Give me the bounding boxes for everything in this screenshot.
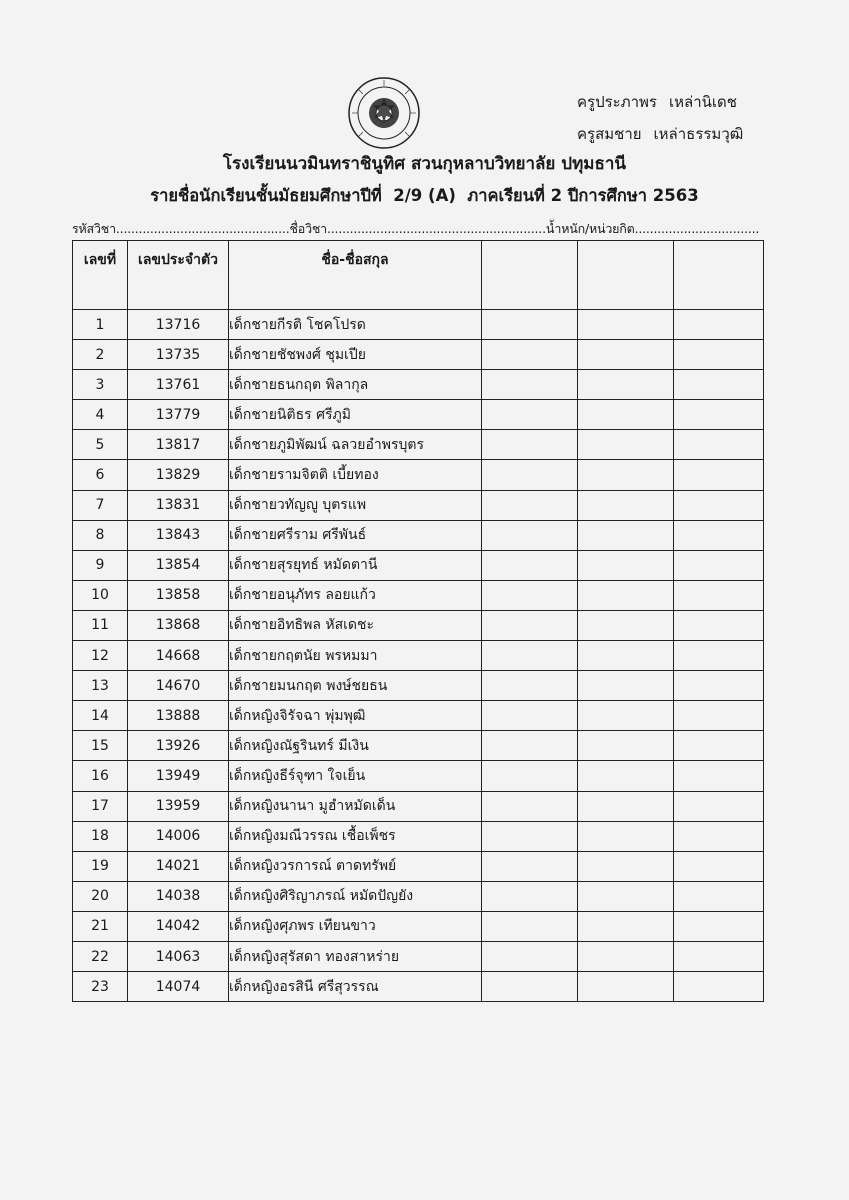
row-number-cell: 2 [73,340,128,370]
blank-score-cell-3 [674,821,764,851]
table-row [73,460,764,490]
blank-score-cell-1 [482,310,578,340]
blank-score-cell-3 [674,400,764,430]
row-number-cell: 6 [73,460,128,490]
table-row [73,731,764,761]
blank-score-cell-3 [674,430,764,460]
blank-score-cell-1 [482,731,578,761]
blank-score-cell-3 [674,460,764,490]
table-row [73,430,764,460]
student-name-cell: เด็กหญิงนานา มูฮำหมัดเด็น [229,791,482,821]
blank-score-cell-2 [578,791,674,821]
row-number-cell: 23 [73,972,128,1002]
blank-score-cell-1 [482,701,578,731]
row-number-cell: 21 [73,911,128,941]
blank-score-cell-3 [674,791,764,821]
blank-score-cell-1 [482,490,578,520]
student-name-cell: เด็กชายอิทธิพล หัสเดชะ [229,610,482,640]
blank-score-cell-3 [674,701,764,731]
table-row [73,911,764,941]
table-row [73,490,764,520]
student-name-cell: เด็กหญิงจิรัจฉา พุ่มพุฒิ [229,701,482,731]
table-row [73,580,764,610]
blank-score-cell-1 [482,671,578,701]
blank-score-cell-1 [482,550,578,580]
table-row [73,641,764,671]
student-id-cell: 13779 [128,400,229,430]
student-id-cell: 13761 [128,370,229,400]
blank-score-cell-3 [674,340,764,370]
student-id-cell: 14038 [128,881,229,911]
blank-score-cell-1 [482,972,578,1002]
student-id-cell: 13949 [128,761,229,791]
student-name-cell: เด็กหญิงศุภพร เทียนขาว [229,911,482,941]
student-name-cell: เด็กชายสุรยุทธ์ หมัดตานี [229,550,482,580]
student-id-cell: 13926 [128,731,229,761]
table-row [73,791,764,821]
blank-score-cell-1 [482,370,578,400]
table-row [73,310,764,340]
blank-score-cell-2 [578,400,674,430]
row-number-cell: 19 [73,851,128,881]
blank-score-cell-2 [578,972,674,1002]
student-name-cell: เด็กชายชัชพงศ์ ชุมเปีย [229,340,482,370]
blank-score-cell-1 [482,851,578,881]
student-id-cell: 14006 [128,821,229,851]
student-id-cell: 13959 [128,791,229,821]
teacher-list [577,86,743,150]
row-number-cell: 17 [73,791,128,821]
blank-score-cell-2 [578,851,674,881]
blank-score-cell-2 [578,761,674,791]
table-row [73,941,764,971]
student-id-cell: 14021 [128,851,229,881]
blank-score-cell-1 [482,821,578,851]
blank-score-cell-2 [578,941,674,971]
blank-score-cell-2 [578,490,674,520]
blank-score-cell-2 [578,911,674,941]
student-id-cell: 13829 [128,460,229,490]
blank-score-cell-3 [674,941,764,971]
header-num: เลขที่ [73,241,128,310]
student-id-cell: 14063 [128,941,229,971]
blank-score-cell-1 [482,911,578,941]
school-title: โรงเรียนนวมินทราชินูทิศ สวนกุหลาบวิทยาลัย ปทุมธานี [222,154,627,174]
row-number-cell: 13 [73,671,128,701]
blank-score-cell-1 [482,791,578,821]
blank-score-cell-3 [674,370,764,400]
blank-score-cell-1 [482,400,578,430]
row-number-cell: 16 [73,761,128,791]
table-row [73,821,764,851]
blank-score-cell-2 [578,370,674,400]
row-number-cell: 11 [73,610,128,640]
student-name-cell: เด็กหญิงวรการณ์ ตาดทรัพย์ [229,851,482,881]
blank-score-cell-1 [482,340,578,370]
row-number-cell: 20 [73,881,128,911]
student-id-cell: 13868 [128,610,229,640]
student-name-cell: เด็กชายวทัญญู บุตรแพ [229,490,482,520]
table-row [73,701,764,731]
blank-score-cell-3 [674,310,764,340]
blank-score-cell-1 [482,520,578,550]
table-row [73,761,764,791]
blank-score-cell-2 [578,430,674,460]
blank-score-cell-2 [578,671,674,701]
student-name-cell: เด็กหญิงสุรัสดา ทองสาหร่าย [229,941,482,971]
row-number-cell: 5 [73,430,128,460]
blank-score-cell-2 [578,310,674,340]
table-row [73,972,764,1002]
blank-score-cell-1 [482,761,578,791]
table-row [73,370,764,400]
blank-score-cell-1 [482,430,578,460]
header-blank-2 [578,241,674,310]
student-name-cell: เด็กชายอนุภัทร ลอยแก้ว [229,580,482,610]
school-emblem-icon [347,76,421,150]
row-number-cell: 10 [73,580,128,610]
row-number-cell: 9 [73,550,128,580]
student-id-cell: 13716 [128,310,229,340]
blank-score-cell-3 [674,580,764,610]
table-row [73,340,764,370]
table-row [73,671,764,701]
blank-score-cell-3 [674,671,764,701]
teacher-1-last: เหล่านิเดช [668,93,737,111]
student-name-cell: เด็กหญิงมณีวรรณ เชื้อเพ็ชร [229,821,482,851]
header-name: ชื่อ-ชื่อสกุล [229,241,482,310]
student-roster-table [72,240,764,1002]
blank-score-cell-1 [482,941,578,971]
teacher-1-first: ครูประภาพร [577,93,657,111]
blank-score-cell-1 [482,610,578,640]
student-id-cell: 13735 [128,340,229,370]
student-name-cell: เด็กชายภูมิพัฒน์ ฉลวยอำพรบุตร [229,430,482,460]
student-name-cell: เด็กชายกฤตนัย พรหมมา [229,641,482,671]
blank-score-cell-2 [578,340,674,370]
table-row [73,610,764,640]
table-row [73,851,764,881]
student-name-cell: เด็กชายธนกฤต พิลากุล [229,370,482,400]
blank-score-cell-3 [674,520,764,550]
blank-score-cell-1 [482,580,578,610]
student-id-cell: 13843 [128,520,229,550]
table-row [73,550,764,580]
blank-score-cell-3 [674,761,764,791]
blank-score-cell-3 [674,851,764,881]
student-name-cell: เด็กหญิงณัฐรินทร์ มีเงิน [229,731,482,761]
teacher-2-last: เหล่าธรรมวุฒิ [653,125,744,143]
blank-score-cell-3 [674,550,764,580]
blank-score-cell-2 [578,731,674,761]
blank-score-cell-2 [578,881,674,911]
student-name-cell: เด็กชายรามจิตติ เบี้ยทอง [229,460,482,490]
row-number-cell: 22 [73,941,128,971]
table-header-row [73,241,764,310]
blank-score-cell-3 [674,490,764,520]
teacher-2-first: ครูสมชาย [577,125,642,143]
roster-body [73,310,764,1002]
row-number-cell: 18 [73,821,128,851]
student-name-cell: เด็กชายศรีราม ศรีพันธ์ [229,520,482,550]
student-name-cell: เด็กหญิงธีร์จุฑา ใจเย็น [229,761,482,791]
blank-score-cell-3 [674,610,764,640]
row-number-cell: 7 [73,490,128,520]
blank-score-cell-2 [578,520,674,550]
row-number-cell: 1 [73,310,128,340]
blank-score-cell-3 [674,881,764,911]
class-title: รายชื่อนักเรียนชั้นมัธยมศึกษาปีที่ 2/9 (A) ภาคเรียนที่ 2 ปีการศึกษา 2563 [150,186,699,205]
blank-score-cell-3 [674,731,764,761]
blank-score-cell-1 [482,641,578,671]
student-id-cell: 13858 [128,580,229,610]
student-id-cell: 13854 [128,550,229,580]
student-name-cell: เด็กชายมนกฤต พงษ์ชยธน [229,671,482,701]
blank-score-cell-3 [674,911,764,941]
blank-score-cell-2 [578,580,674,610]
student-name-cell: เด็กหญิงอรสินี ศรีสุวรรณ [229,972,482,1002]
student-name-cell: เด็กชายนิติธร ศรีภูมิ [229,400,482,430]
row-number-cell: 3 [73,370,128,400]
blank-score-cell-2 [578,641,674,671]
blank-score-cell-2 [578,701,674,731]
row-number-cell: 14 [73,701,128,731]
student-id-cell: 14074 [128,972,229,1002]
header-id: เลขประจำตัว [128,241,229,310]
table-row [73,400,764,430]
student-id-cell: 13831 [128,490,229,520]
table-row [73,881,764,911]
blank-score-cell-2 [578,821,674,851]
blank-score-cell-1 [482,881,578,911]
blank-score-cell-2 [578,550,674,580]
student-id-cell: 14042 [128,911,229,941]
blank-score-cell-2 [578,460,674,490]
blank-score-cell-2 [578,610,674,640]
student-id-cell: 14670 [128,671,229,701]
row-number-cell: 15 [73,731,128,761]
blank-score-cell-3 [674,972,764,1002]
blank-score-cell-1 [482,460,578,490]
student-name-cell: เด็กหญิงศิริญาภรณ์ หมัดปัญยัง [229,881,482,911]
teacher-2 [577,118,743,150]
row-number-cell: 8 [73,520,128,550]
subject-fields-line: รหัสวิชา..............................................ชื่อวิชา..........................................................น้ำหนัก/หน่วยกิต................................. [72,221,760,236]
blank-score-cell-3 [674,641,764,671]
row-number-cell: 12 [73,641,128,671]
student-id-cell: 14668 [128,641,229,671]
student-id-cell: 13888 [128,701,229,731]
header-blank-1 [482,241,578,310]
table-row [73,520,764,550]
student-name-cell: เด็กชายกีรติ โชคโปรด [229,310,482,340]
teacher-1 [577,86,743,118]
row-number-cell: 4 [73,400,128,430]
student-id-cell: 13817 [128,430,229,460]
header-blank-3 [674,241,764,310]
